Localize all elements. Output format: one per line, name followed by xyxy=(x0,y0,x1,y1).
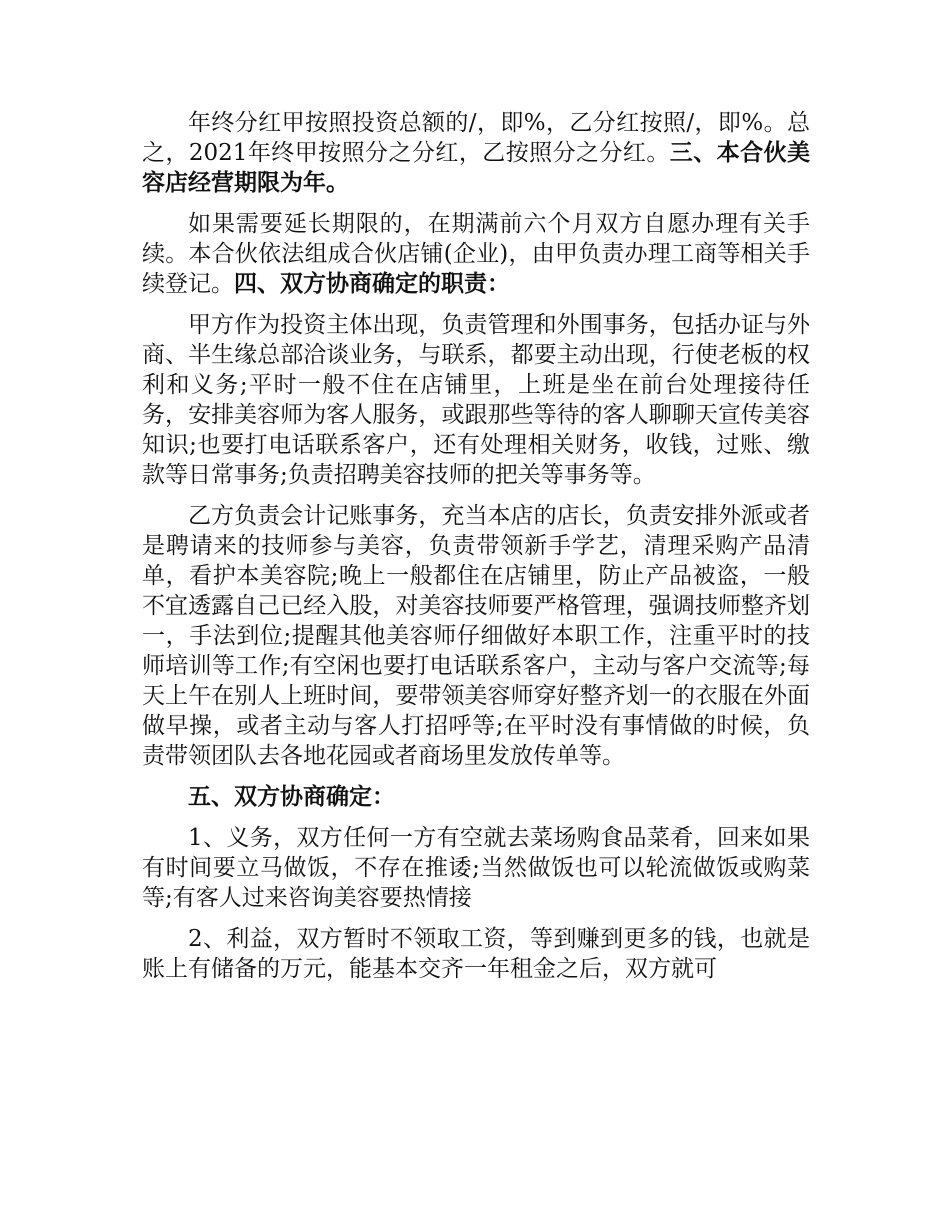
paragraph-party-b-duties xyxy=(142,501,810,771)
extension-text: 如果需要延长期限的，在期满前六个月双方自愿办理有关手续。本合伙依法组成合伙店铺(企业)，由甲负责办理工商等相关手续登记。 xyxy=(142,211,810,297)
paragraph-dividend xyxy=(142,108,810,198)
paragraph-section-five xyxy=(142,782,810,812)
obligations-text: 1、义务，双方任何一方有空就去菜场购食品菜肴，回来如果有时间要立马做饭，不存在推诿;当然做饭也可以轮流做饭或购菜等;有客人过来咨询美容要热情接 xyxy=(142,825,810,911)
paragraph-obligations xyxy=(142,823,810,913)
document-page xyxy=(142,108,810,995)
party-a-duties-text: 甲方作为投资主体出现，负责管理和外围事务，包括办证与外商、半生缘总部洽谈业务，与联系，都要主动出现，行使老板的权利和义务;平时一般不住在店铺里，上班是坐在前台处理接待任务，安排美容师为客人服务，或跟那些等待的客人聊聊天宣传美容知识;也要打电话联系客户，还有处理相关财务，收钱，过账、缴款等日常事务;负责招聘美容技师的把关等事务等。 xyxy=(142,312,810,488)
section-five-heading: 五、双方协商确定： xyxy=(188,783,395,810)
paragraph-benefits xyxy=(142,924,810,984)
section-three-heading: 三、本合伙美容店经营期限为年。 xyxy=(142,139,810,196)
paragraph-party-a-duties xyxy=(142,310,810,490)
party-b-duties-text: 乙方负责会计记账事务，充当本店的店长，负责安排外派或者是聘请来的技师参与美容，负责带领新手学艺，清理采购产品清单，看护本美容院;晚上一般都住在店铺里，防止产品被盗，一般不宜透露自己已经入股，对美容技师要严格管理，强调技师整齐划一，手法到位;提醒其他美容师仔细做好本职工作，注重平时的技师培训等工作;有空闲也要打电话联系客户，主动与客户交流等;每天上午在别人上班时间，要带领美容师穿好整齐划一的衣服在外面做早操，或者主动与客人打招呼等;在平时没有事情做的时候，负责带领团队去各地花园或者商场里发放传单等。 xyxy=(142,503,810,769)
section-four-heading: 四、双方协商确定的职责： xyxy=(234,270,510,297)
paragraph-extension xyxy=(142,209,810,299)
dividend-text: 年终分红甲按照投资总额的/，即%，乙分红按照/，即%。总之，2021年终甲按照分之分红，乙按照分之分红。 xyxy=(142,110,810,166)
benefits-text: 2、利益，双方暂时不领取工资，等到赚到更多的钱，也就是账上有储备的万元，能基本交齐一年租金之后，双方就可 xyxy=(142,926,810,982)
